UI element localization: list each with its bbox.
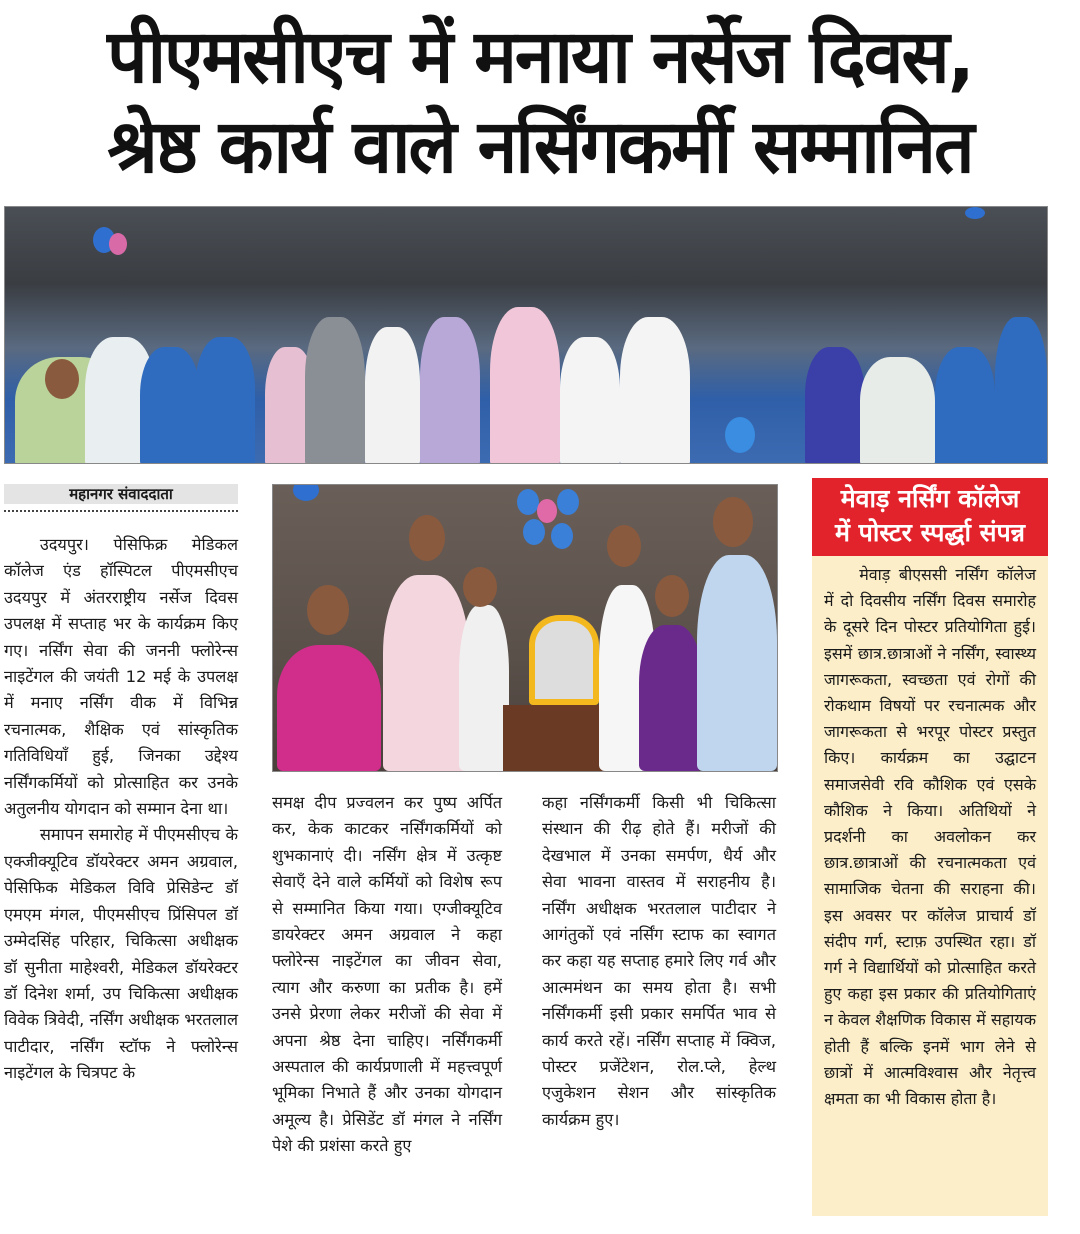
- person-figure: [459, 605, 509, 771]
- balloon-icon: [965, 207, 985, 219]
- dotted-divider: [4, 510, 238, 512]
- person-figure: [140, 347, 200, 464]
- balloon-icon: [551, 523, 573, 549]
- article-paragraph: समक्ष दीप प्रज्वलन कर पुष्प अर्पित कर, केक काटकर नर्सिंगकर्मियों को शुभकानाएं दी। नर्सिंग क्षेत्र में उत्कृष्ट सेवाएँ देने वाले कर्मियों को विशेष रूप से सम्मानित किया गया। एग्जीक्यूटिव डायरेक्टर अमन अग्रवाल ने कहा फ्लोरेन्स नाइटेंगल का जीवन सेवा, त्याग और करुणा का प्रतीक है। हमें उनसे प्रेरणा लेकर मरीजों की सेवा में अपना श्रेष्ठ देना चाहिए। नर्सिंगकर्मी अस्पताल की कार्यप्रणाली में महत्त्वपूर्ण भूमिका निभाते हैं और उनका योगदान अमूल्य है। प्रेसिडेंट डॉ मंगल ने नर्सिंग पेशे की प्रशंसा करते हुए: [272, 793, 502, 1156]
- person-head: [307, 585, 349, 635]
- person-figure: [560, 337, 620, 464]
- balloon-icon: [517, 489, 539, 515]
- article-paragraph: कहा नर्सिंगकर्मी किसी भी चिकित्सा संस्थान की रीढ़ होते हैं। मरीजों की देखभाल में उनका समर्पण, धैर्य और सेवा भावना वास्तव में सराहनीय है। नर्सिंग अधीक्षक भरतलाल पाटीदार ने आगंतुकों एवं नर्सिंग स्टाफ का स्वागत कर कहा यह सप्ताह हमारे लिए गर्व और आत्ममंथन का समय होता है। सभी नर्सिंगकर्मी इसी प्रकार समर्पित भाव से कार्य करते रहें। नर्सिंग सप्ताह में क्विज, पोस्टर प्रजेंटेशन, रोल.प्ले, हेल्थ एजुकेशन सेशन और सांस्कृतिक कार्यक्रम हुए।: [542, 793, 776, 1129]
- article-column-1: [4, 532, 238, 1087]
- person-head: [607, 525, 641, 567]
- person-head: [655, 575, 689, 617]
- headline-line-1: पीएमसीएच में मनाया नर्सेज दिवस,: [107, 14, 973, 100]
- balloon-icon: [109, 233, 127, 255]
- sidebar-paragraph: मेवाड़ बीएससी नर्सिंग कॉलेज में दो दिवसीय नर्सिंग दिवस समारोह के दूसरे दिन पोस्टर प्रतियोगिता हुई। इसमें छात्र.छात्राओं ने नर्सिंग, स्वास्थ्य जागरूकता, स्वच्छता एवं रोगों की रोकथाम विषयों पर रचनात्मक और जागरूकता से भरपूर पोस्टर प्रस्तुत किए। कार्यक्रम का उद्घाटन समाजसेवी रवि कौशिक एवं एसके कौशिक ने किया। अतिथियों ने प्रदर्शनी का अवलोकन कर छात्र.छात्राओं की रचनात्मकता एवं सामाजिक चेतना की सराहना की। इस अवसर पर कॉलेज प्राचार्य डॉ संदीप गर्ग, स्टाफ़ उपस्थित रहा। डॉ गर्ग ने विद्यार्थियों को प्रोत्साहित करते हुए कहा इस प्रकार की प्रतियोगिताएं न केवल शैक्षणिक विकास में सहायक होती हैं बल्कि इनमें भाग लेने से छात्रों में आत्मविश्वास और नेतृत्त्व क्षमता का भी विकास होता है।: [824, 565, 1036, 1109]
- person-figure: [860, 357, 935, 464]
- person-figure: [490, 307, 560, 464]
- person-figure: [995, 317, 1047, 464]
- balloon-icon: [537, 499, 557, 523]
- portrait-frame: [529, 615, 599, 705]
- person-figure: [420, 317, 480, 464]
- balloon-icon: [523, 519, 545, 545]
- byline: महानगर संवाददाता: [4, 484, 238, 504]
- group-photo: [4, 206, 1048, 464]
- person-head: [463, 567, 497, 607]
- article-paragraph: उदयपुर। पेसिफिक्र मेडिकल कॉलेज एंड हॉस्पिटल पीएमसीएच उदयपुर में अंतरराष्ट्रीय नर्सेज दिवस उपलक्ष में सप्ताह भर के कार्यक्रम किए गए। नर्सिंग सेवा की जननी फ्लोरेन्स नाइटेंगल की जयंती 12 मई के उपलक्ष में मनाए नर्सिंग वीक में विभिन्न रचनात्मक, शैक्षिक एवं सांस्कृतिक गतिविधियाँ हुई, जिनका उद्देश्य नर्सिंगकर्मियों को प्रोत्साहित कर उनके अतुलनीय योगदान को सम्मान देना था।: [4, 535, 238, 819]
- person-figure: [935, 347, 995, 464]
- article-column-2: [272, 790, 502, 1160]
- person-figure: [365, 327, 420, 464]
- balloon-icon: [725, 417, 755, 453]
- ceremony-photo: [272, 484, 778, 772]
- person-figure: [305, 317, 365, 464]
- headline-line-2: श्रेष्ठ कार्य वाले नर्सिंगकर्मी सम्मानित: [107, 104, 973, 190]
- balloon-icon: [293, 484, 319, 501]
- person-head: [409, 515, 445, 561]
- sidebar-story: [812, 478, 1048, 1216]
- sidebar-headline-line-1: मेवाड़ नर्सिंग कॉलेज: [840, 484, 1020, 513]
- table: [503, 705, 613, 771]
- person-figure: [697, 555, 777, 771]
- person-figure: [277, 645, 381, 771]
- person-figure: [383, 575, 469, 771]
- person-head: [45, 359, 79, 399]
- sidebar-body: [812, 556, 1048, 1112]
- person-head: [713, 497, 753, 547]
- article-paragraph: समापन समारोह में पीएमसीएच के एक्जीक्यूटिव डॉयरेक्टर अमन अग्रवाल, पेसिफिक मेडिकल विवि प्रेसिडेन्ट डॉ एमएम मंगल, पीएमसीएच प्रिंसिपल डॉ उम्मेदसिंह परिहार, चिकित्सा अधीक्षक डॉ सुनीता माहेश्वरी, मेडिकल डॉयरेक्टर डॉ दिनेश शर्मा, उप चिकित्सा अधीक्षक विवेक त्रिवेदी, नर्सिंग अधीक्षक भरतलाल पाटीदार, नर्सिंग स्टॉफ ने फ्लोरेन्स नाइटेंगल के चित्रपट के: [4, 825, 238, 1083]
- person-figure: [639, 625, 703, 771]
- balloon-icon: [557, 489, 579, 515]
- article-column-3: [542, 790, 776, 1133]
- sidebar-headline: [812, 478, 1048, 556]
- person-figure: [620, 317, 690, 464]
- person-figure: [805, 347, 865, 464]
- sidebar-headline-line-2: में पोस्टर स्पर्द्धा संपन्न: [834, 518, 1025, 547]
- person-figure: [195, 337, 255, 464]
